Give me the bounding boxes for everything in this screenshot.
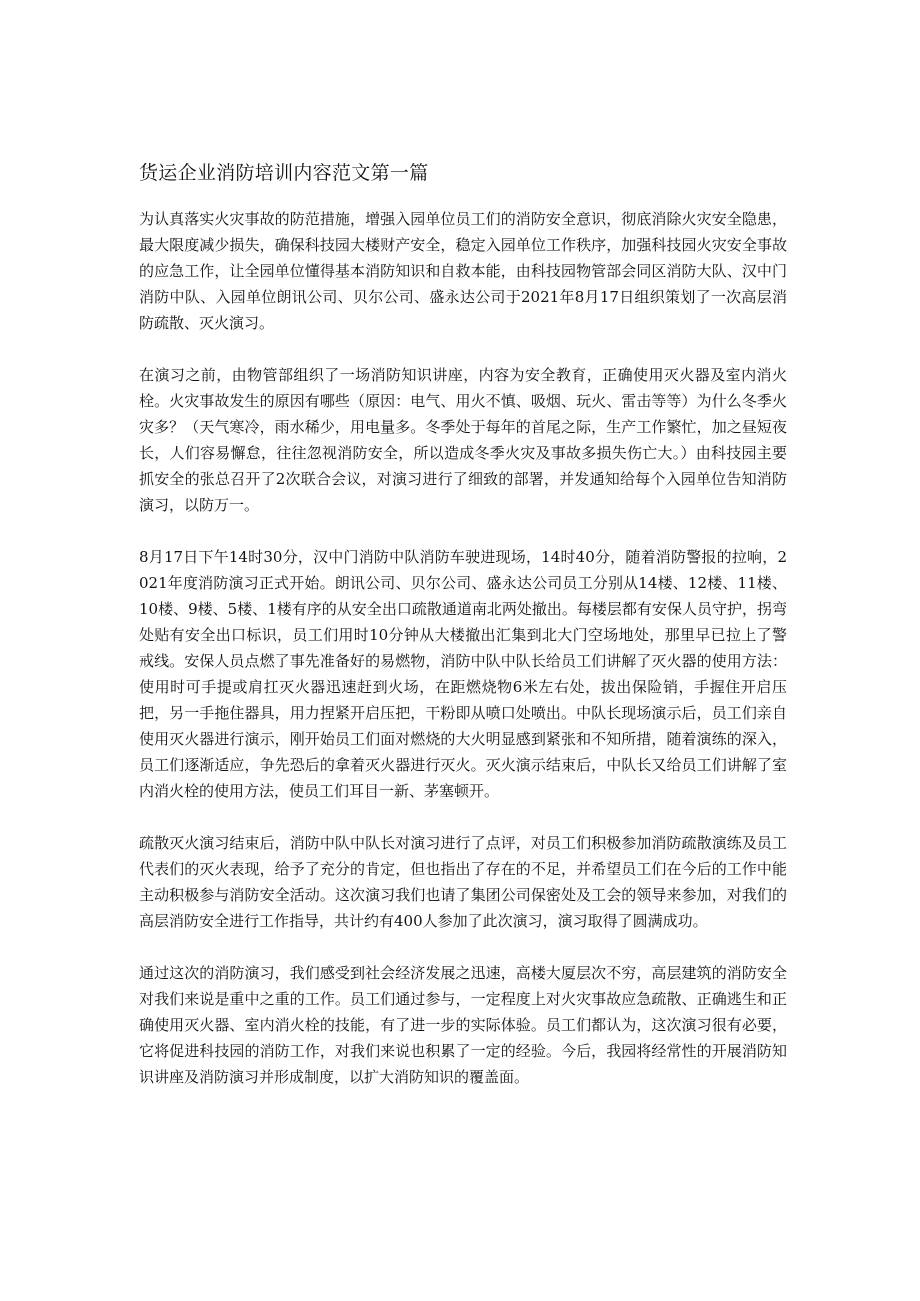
paragraph-1: 为认真落实火灾事故的防范措施，增强入园单位员工们的消防安全意识，彻底消除火灾安全隐患，最大限度减少损失，确保科技园大楼财产安全，稳定入园单位工作秩序，加强科技园火灾安全事故的应急工作，让全园单位懂得基本消防知识和自救本能，由科技园物管部会同区消防大队、汉中门消防中队、入园单位朗讯公司、贝尔公司、盛永达公司于2021年8月17日组织策划了一次高层消防疏散、灭火演习。	[139, 210, 787, 332]
paragraph-4: 疏散灭火演习结束后，消防中队中队长对演习进行了点评，对员工们积极参加消防疏散演练及员工代表们的灭火表现，给予了充分的肯定，但也指出了存在的不足，并希望员工们在今后的工作中能主动积极参与消防安全活动。这次演习我们也请了集团公司保密处及工会的领导来参加，对我们的高层消防安全进行工作指导，共计约有400人参加了此次演习，演习取得了圆满成功。	[139, 834, 787, 930]
paragraph-5: 通过这次的消防演习，我们感受到社会经济发展之迅速，高楼大厦层次不穷，高层建筑的消防安全对我们来说是重中之重的工作。员工们通过参与，一定程度上对火灾事故应急疏散、正确逃生和正确使用灭火器、室内消火栓的技能，有了进一步的实际体验。员工们都认为，这次演习很有必要，它将促进科技园的消防工作，对我们来说也积累了一定的经验。今后，我园将经常性的开展消防知识讲座及消防演习并形成制度，以扩大消防知识的覆盖面。	[139, 964, 787, 1086]
document-title: 货运企业消防培训内容范文第一篇	[139, 162, 429, 184]
paragraph-2: 在演习之前，由物管部组织了一场消防知识讲座，内容为安全教育，正确使用灭火器及室内消火栓。火灾事故发生的原因有哪些（原因：电气、用火不慎、吸烟、玩火、雷击等等）为什么冬季火灾多？（天气寒冷，雨水稀少，用电量多。冬季处于每年的首尾之际，生产工作繁忙，加之昼短夜长，人们容易懈怠，往往忽视消防安全，所以造成冬季火灾及事故多损失伤亡大。）由科技园主要抓安全的张总召开了2次联合会议，对演习进行了细致的部署，并发通知给每个入园单位告知消防演习，以防万一。	[139, 366, 787, 514]
paragraph-3: 8月17日下午14时30分，汉中门消防中队消防车驶进现场，14时40分，随着消防警报的拉响，2021年度消防演习正式开始。朗讯公司、贝尔公司、盛永达公司员工分别从14楼、12楼、11楼、10楼、9楼、5楼、1楼有序的从安全出口疏散通道南北两处撤出。每楼层都有安保人员守护，拐弯处贴有安全出口标识，员工们用时10分钟从大楼撤出汇集到北大门空场地处，那里早已拉上了警戒线。安保人员点燃了事先准备好的易燃物，消防中队中队长给员工们讲解了灭火器的使用方法：使用时可手提或肩扛灭火器迅速赶到火场，在距燃烧物6米左右处，拔出保险销，手握住开启压把，另一手拖住器具，用力捏紧开启压把，干粉即从喷口处喷出。中队长现场演示后，员工们亲自使用灭火器进行演示，刚开始员工们面对燃烧的大火明显感到紧张和不知所措，随着演练的深入，员工们逐渐适应，争先恐后的拿着灭火器进行灭火。灭火演示结束后，中队长又给员工们讲解了室内消火栓的使用方法，使员工们耳目一新、茅塞顿开。	[139, 548, 787, 800]
document-body	[139, 206, 787, 1116]
